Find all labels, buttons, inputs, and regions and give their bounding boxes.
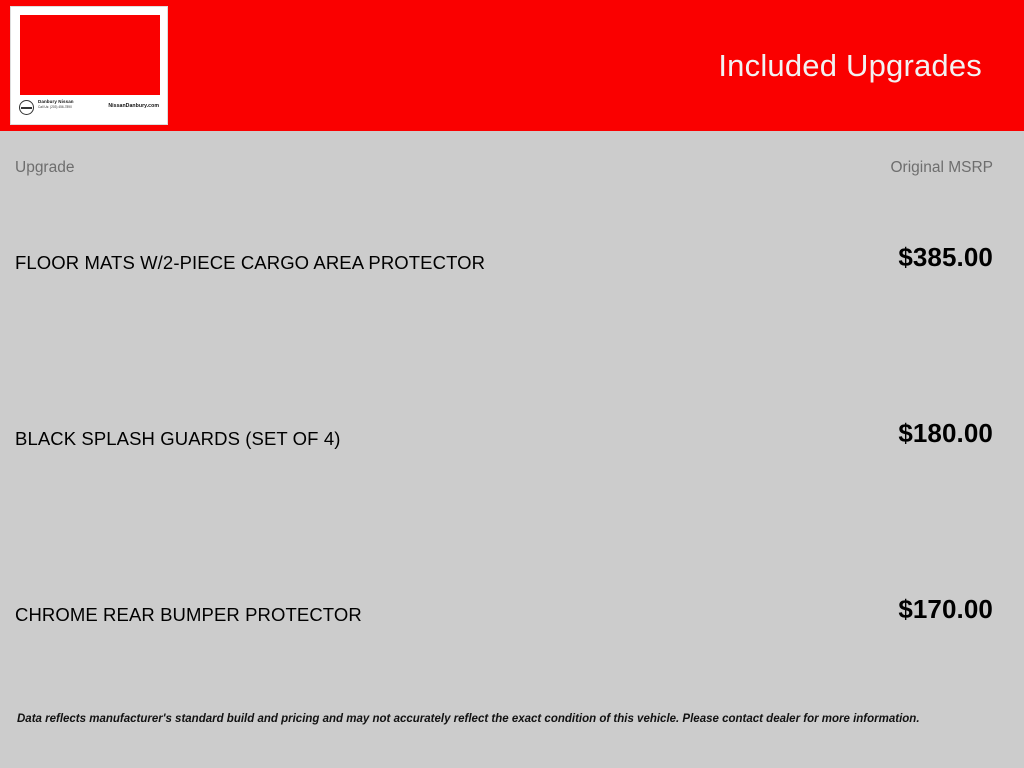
dealer-logo: [10, 6, 168, 125]
upgrades-content: [0, 131, 1024, 768]
page-title: Included Upgrades: [718, 48, 982, 83]
logo-footer-strip: [15, 98, 163, 118]
logo-dealer-url: NissanDanbury.com: [108, 103, 159, 109]
upgrade-name: BLACK SPLASH GUARDS (SET OF 4): [15, 428, 341, 449]
disclaimer-text: Data reflects manufacturer's standard build and pricing and may not accurately reflect the exact condition of this vehicle. Please contact dealer for more information.: [17, 713, 920, 725]
upgrade-price: $385.00: [898, 242, 993, 272]
dealer-logo-inner: [15, 11, 163, 120]
upgrade-name: FLOOR MATS W/2-PIECE CARGO AREA PROTECTOR: [15, 252, 486, 273]
column-header-upgrade: Upgrade: [15, 159, 75, 176]
upgrade-name: CHROME REAR BUMPER PROTECTOR: [15, 604, 362, 625]
table-row: [0, 392, 1024, 568]
upgrade-price: $180.00: [898, 418, 993, 448]
table-row: [0, 216, 1024, 392]
upgrade-price: $170.00: [898, 594, 993, 624]
logo-red-block: [18, 13, 162, 97]
upgrades-list: [0, 216, 1024, 744]
page-header: [0, 0, 1024, 131]
nissan-emblem-icon: [19, 100, 34, 115]
logo-dealer-name: Danbury Nissan: [38, 99, 74, 104]
column-header-msrp: Original MSRP: [890, 159, 993, 176]
table-header-row: [0, 159, 1024, 183]
logo-dealer-sub: Call Us: (203) 456-7890: [38, 105, 72, 109]
